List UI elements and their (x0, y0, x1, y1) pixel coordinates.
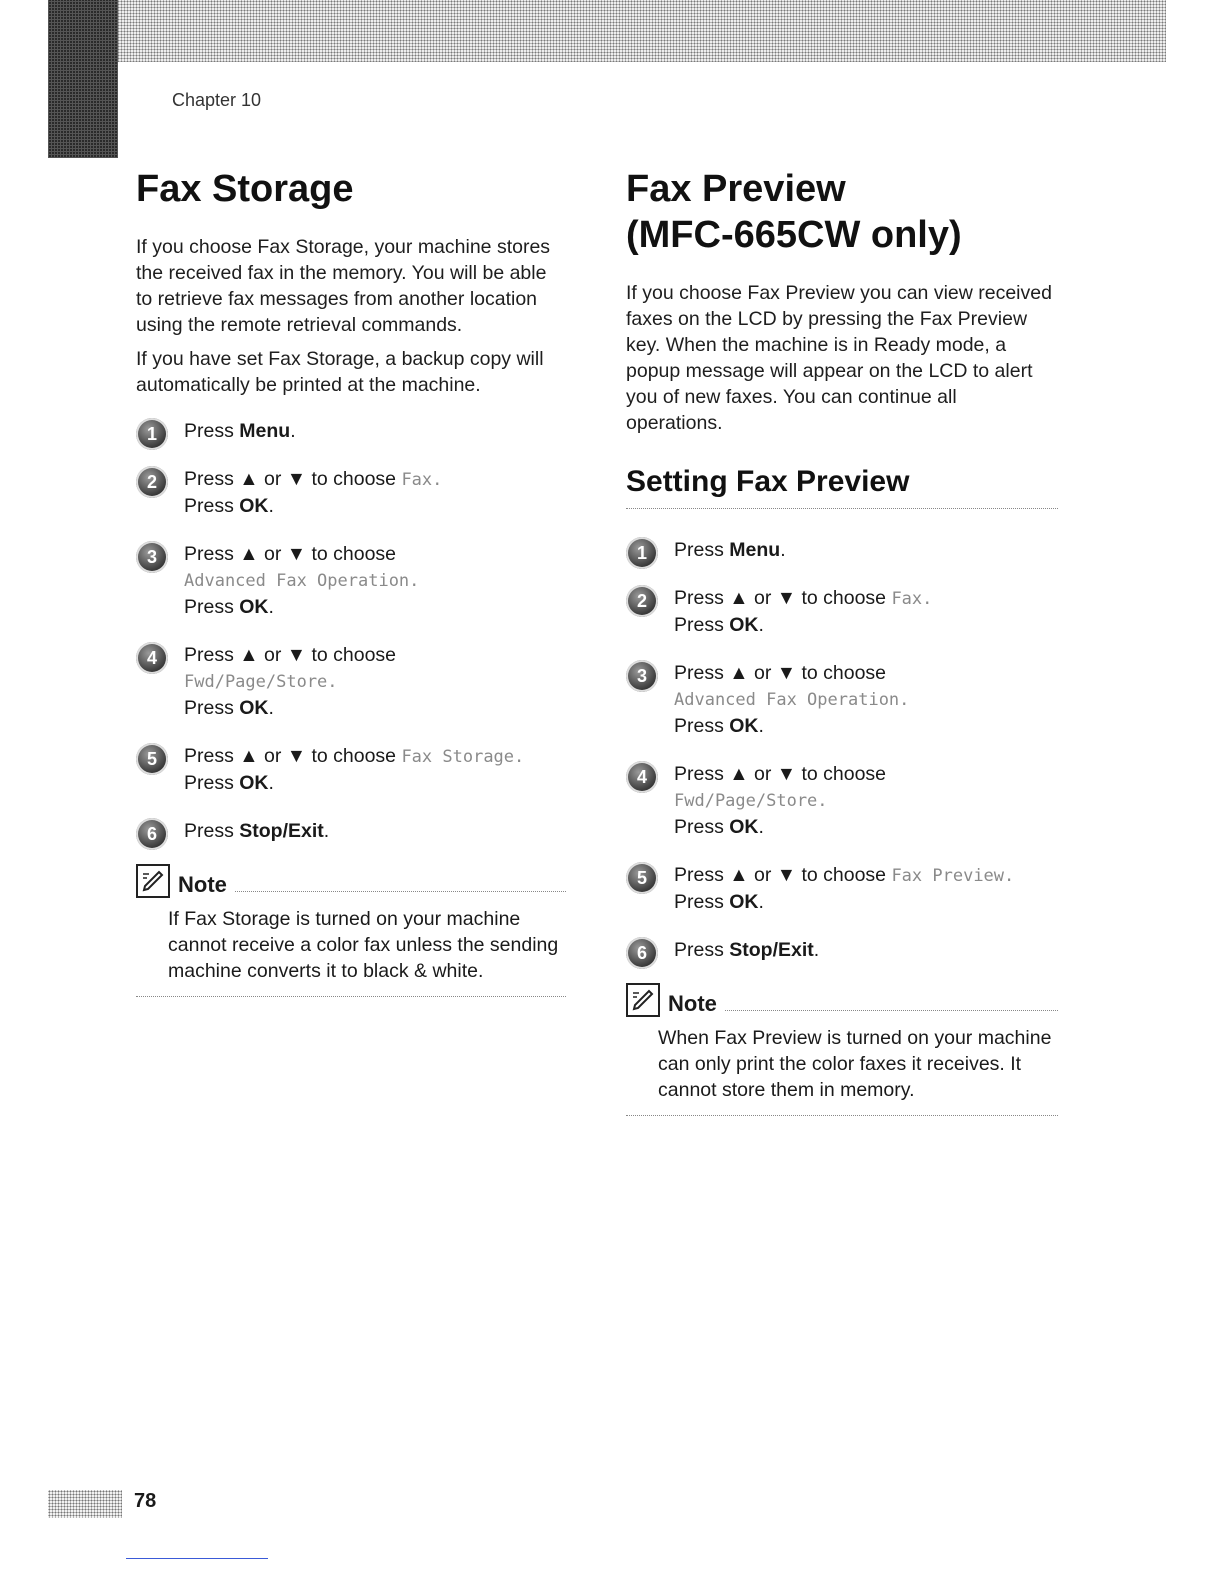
step-text: Press (674, 939, 730, 961)
step-number-icon: 6 (626, 937, 658, 969)
backup-paragraph: If you have set Fax Storage, a backup copy will automatically be printed at the machine. (136, 348, 544, 396)
subsection-divider (626, 508, 1058, 509)
fax-preview-section (626, 166, 1058, 1116)
note-header (626, 983, 1058, 1017)
step-1 (136, 418, 566, 444)
key-label: OK (239, 697, 269, 719)
step-number-icon: 3 (626, 660, 658, 692)
lcd-option: Advanced Fax Operation (674, 690, 900, 710)
chapter-label: Chapter 10 (172, 90, 262, 110)
step-text: Press ▲ or ▼ to choose (184, 745, 402, 767)
punct: . (758, 715, 764, 737)
lcd-option: Fax (891, 589, 923, 609)
step-4 (626, 761, 1058, 840)
punct: . (290, 420, 296, 442)
step-text: Press ▲ or ▼ to choose (674, 662, 887, 684)
step-text: Press (674, 539, 730, 561)
note-box (136, 864, 566, 997)
step-text: Press (674, 614, 730, 636)
title-line-2: (MFC-665CW only) (626, 214, 962, 256)
punct: . (817, 791, 828, 811)
step-text: Press (184, 420, 240, 442)
step-3 (626, 660, 1058, 739)
punct: . (899, 690, 910, 710)
note-text: If Fax Storage is turned on your machine cannot receive a color fax unless the sending machine converts it to black & white. (168, 908, 559, 982)
step-2 (136, 466, 566, 519)
punct: . (268, 697, 274, 719)
key-label: OK (729, 614, 759, 636)
step-number-icon: 2 (136, 466, 168, 498)
step-number-icon: 5 (626, 862, 658, 894)
lcd-option: Advanced Fax Operation (184, 571, 410, 591)
step-6 (626, 937, 1058, 963)
step-text: Press ▲ or ▼ to choose (674, 763, 887, 785)
punct: . (323, 820, 330, 842)
step-number-icon: 1 (626, 537, 658, 569)
step-4 (136, 642, 566, 721)
punct: . (268, 596, 274, 618)
chapter-tab (48, 0, 118, 158)
punct: . (409, 571, 420, 591)
note-divider (235, 891, 566, 892)
punct: . (758, 614, 764, 636)
step-text: Press (184, 697, 240, 719)
punct: . (327, 672, 338, 692)
step-number-icon: 2 (626, 585, 658, 617)
step-text: Press (184, 772, 240, 794)
note-pencil-icon (626, 983, 660, 1017)
punct: . (780, 539, 786, 561)
step-number-icon: 4 (626, 761, 658, 793)
punct: . (813, 939, 820, 961)
key-label: Stop/Exit (239, 820, 324, 842)
punct: . (268, 495, 274, 517)
note-pencil-icon (136, 864, 170, 898)
note-text: When Fax Preview is turned on your machine can only print the color faxes it receives. It cannot store them in memory. (658, 1027, 1052, 1101)
punct: . (514, 747, 525, 767)
lcd-option: Fax Storage (401, 747, 515, 767)
step-number-icon: 3 (136, 541, 168, 573)
punct: . (922, 589, 933, 609)
step-text: Press ▲ or ▼ to choose (674, 864, 892, 886)
page-number-band (48, 1490, 122, 1518)
step-number-icon: 1 (136, 418, 168, 450)
key-label: Menu (239, 420, 291, 442)
header-band (48, 0, 1166, 62)
step-text: Press (674, 715, 730, 737)
page-number: 78 (134, 1490, 157, 1512)
step-text: Press ▲ or ▼ to choose (184, 543, 397, 565)
step-2 (626, 585, 1058, 638)
key-label: OK (729, 816, 759, 838)
punct: . (432, 470, 443, 490)
step-6 (136, 818, 566, 844)
fax-storage-section (136, 166, 566, 997)
lcd-option: Fwd/Page/Store (184, 672, 328, 692)
step-text: Press (184, 820, 240, 842)
key-label: Menu (729, 539, 781, 561)
step-5 (136, 743, 566, 796)
step-number-icon: 4 (136, 642, 168, 674)
step-text: Press ▲ or ▼ to choose (184, 644, 397, 666)
subsection-title: Setting Fax Preview (626, 465, 910, 498)
note-divider (725, 1010, 1058, 1011)
step-1 (626, 537, 1058, 563)
punct: . (1004, 866, 1015, 886)
lcd-option: Fwd/Page/Store (674, 791, 818, 811)
title-line-1: Fax Preview (626, 168, 846, 210)
punct: . (758, 816, 764, 838)
lcd-option: Fax (401, 470, 433, 490)
key-label: OK (239, 495, 269, 517)
note-end-divider (626, 1115, 1058, 1116)
note-label: Note (178, 872, 227, 897)
punct: . (268, 772, 274, 794)
note-label: Note (668, 991, 717, 1016)
key-label: OK (729, 891, 759, 913)
step-3 (136, 541, 566, 620)
step-text: Press ▲ or ▼ to choose (674, 587, 892, 609)
key-label: OK (729, 715, 759, 737)
note-header (136, 864, 566, 898)
step-text: Press (184, 495, 240, 517)
step-number-icon: 5 (136, 743, 168, 775)
key-label: Stop/Exit (729, 939, 814, 961)
intro-paragraph: If you choose Fax Preview you can view received faxes on the LCD by pressing the Fax Preview key. When the machine is in Ready mode, a popup message will appear on the LCD to alert you of new faxes. You can continue all operations. (626, 282, 1052, 434)
step-text: Press (674, 891, 730, 913)
step-5 (626, 862, 1058, 915)
key-label: OK (239, 772, 269, 794)
note-box (626, 983, 1058, 1116)
section-title (626, 166, 1058, 258)
footer-rule (126, 1558, 268, 1559)
lcd-option: Fax Preview (891, 866, 1005, 886)
step-text: Press (674, 816, 730, 838)
note-end-divider (136, 996, 566, 997)
key-label: OK (239, 596, 269, 618)
intro-paragraph: If you choose Fax Storage, your machine stores the received fax in the memory. You will be able to retrieve fax messages from another location using the remote retrieval commands. (136, 236, 551, 336)
punct: . (758, 891, 764, 913)
step-text: Press ▲ or ▼ to choose (184, 468, 402, 490)
step-number-icon: 6 (136, 818, 168, 850)
step-text: Press (184, 596, 240, 618)
section-title: Fax Storage (136, 168, 354, 210)
